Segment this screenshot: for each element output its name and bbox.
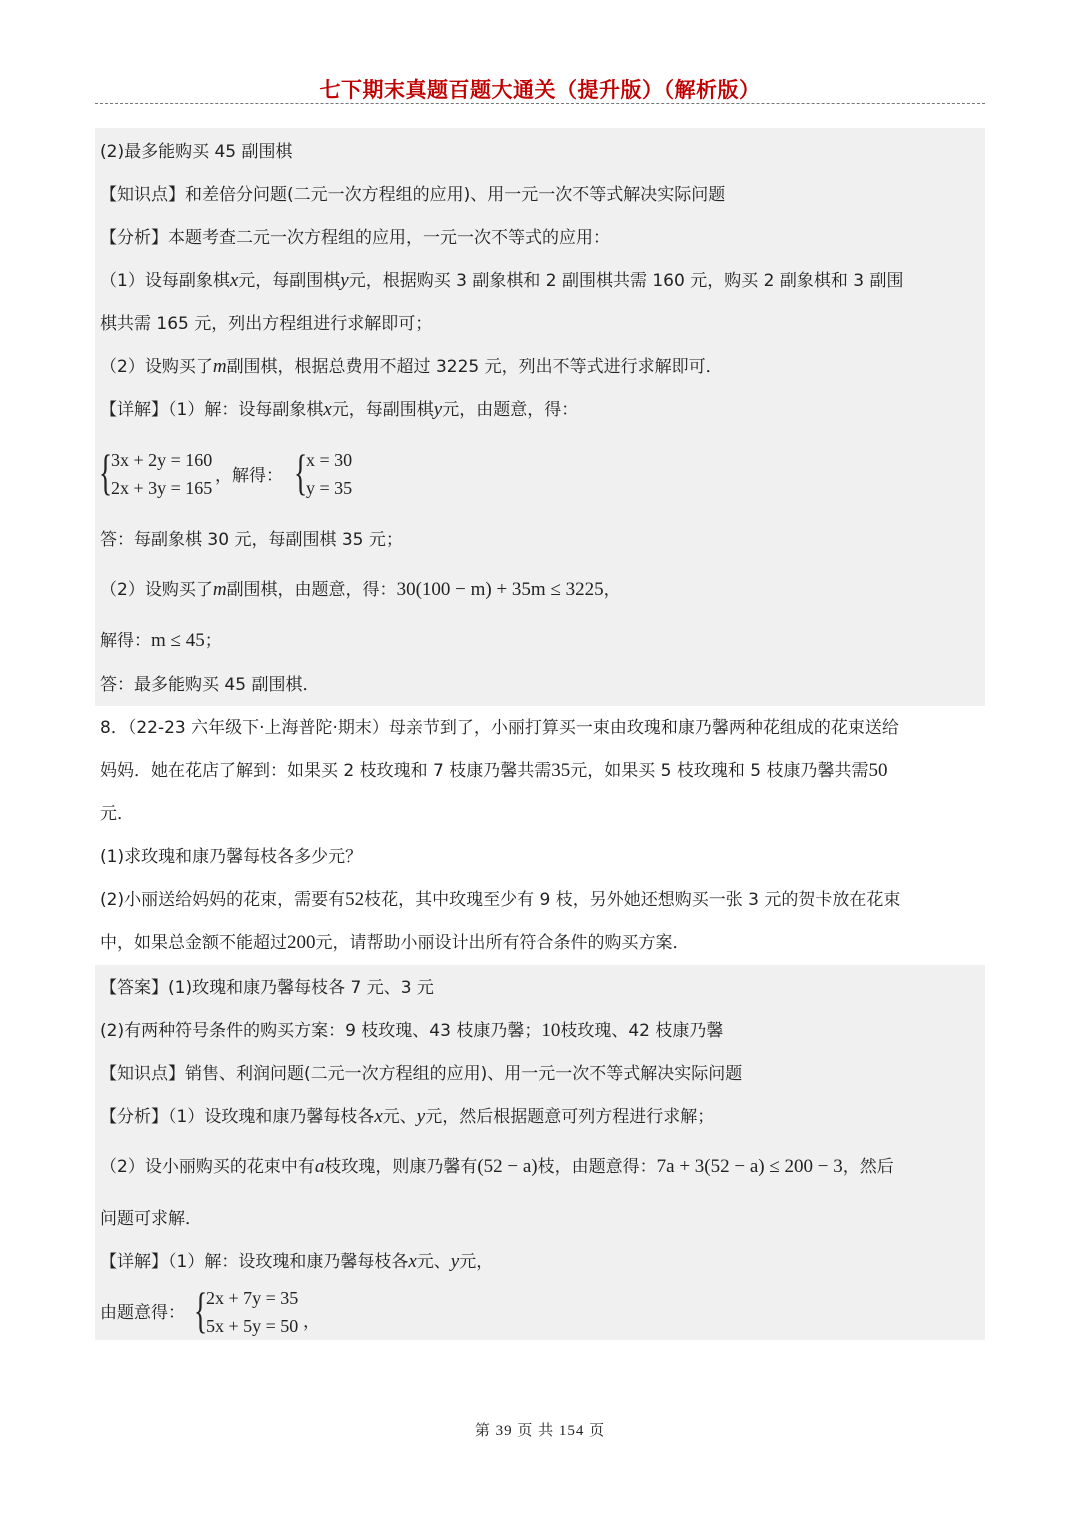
system-2-brace: { (194, 1282, 208, 1338)
solution-x: x = 30 (306, 450, 353, 470)
current-page-number: 39 (495, 1423, 513, 1439)
analysis-step-1: （1）设每副象棋x元，每副围棋y元，根据购买 3 副象棋和 2 副围棋共需 160 元，购买 2 副象棋和 3 副围 (100, 270, 904, 291)
solution-intro: 【详解】（1）解：设每副象棋x元，每副围棋y元，由题意，得： (100, 399, 579, 420)
analysis-step-1-cont: 棋共需 165 元，列出方程组进行求解即可； (100, 314, 433, 334)
solution-2-intro: 【详解】（1）解：设玫瑰和康乃馨每枝各x元、y元， (100, 1251, 494, 1272)
answer-part-1: 答：每副象棋 30 元，每副围棋 35 元； (100, 530, 403, 550)
question-8-part-2: (2)小丽送给妈妈的花束，需要有52枝花，其中玫瑰至少有 9 枝，另外她还想购买一张 3 元的贺卡放在花束 (100, 889, 901, 910)
inequality-2: 7a + 3(52 − a) ≤ 200 − 3 (656, 1156, 843, 1177)
page-footer: 第 39 页 共 154 页 (474, 1423, 606, 1439)
system-brace-left: { (99, 444, 113, 500)
header-divider (95, 103, 985, 104)
knowledge-point-2: 【知识点】销售、利润问题(二元一次方程组的应用)、用一元一次不等式解决实际问题 (100, 1064, 743, 1084)
solve-result: 解得：m ≤ 45； (100, 630, 222, 651)
answer-heading: 【答案】(1)玫瑰和康乃馨每枝各 7 元、3 元 (100, 978, 434, 998)
analysis-2-step-1: 【分析】（1）设玫瑰和康乃馨每枝各x元、y元，然后根据题意可列方程进行求解； (100, 1106, 715, 1127)
analysis-2-cont: 问题可求解． (100, 1209, 202, 1229)
question-8-line-3: 元． (100, 804, 134, 824)
question-8-line-1: 8．（22-23 六年级下·上海普陀·期末）母亲节到了，小丽打算买一束由玫瑰和康乃馨两种花组成的花束送给 (100, 718, 899, 738)
final-answer-1: 答：最多能购买 45 副围棋． (100, 675, 320, 695)
solve-label: ，解得： (215, 466, 283, 486)
analysis-step-2: （2）设购买了m副围棋，根据总费用不超过 3225 元，列出不等式进行求解即可． (100, 356, 723, 377)
analysis-heading: 【分析】本题考查二元一次方程组的应用，一元一次不等式的应用： (100, 228, 610, 248)
system-equation-2: 2x + 3y = 165 (111, 478, 213, 498)
solution-step-2: （2）设购买了m副围棋，由题意，得：30(100 − m) + 35m ≤ 3225， (100, 579, 621, 600)
total-pages: 154 (558, 1423, 585, 1439)
answer-part-2-plans: (2)有两种符号条件的购买方案：9 枝玫瑰、43 枝康乃馨；10枝玫瑰、42 枝康乃馨 (100, 1020, 724, 1041)
expression-52-minus-a: (52 − a) (477, 1156, 538, 1177)
question-8-part-1: (1)求玫瑰和康乃馨每枝各多少元？ (100, 847, 363, 867)
question-8-part-2-cont: 中，如果总金额不能超过200元，请帮助小丽设计出所有符合条件的购买方案． (100, 932, 690, 953)
analysis-2-step-2: （2）设小丽购买的花束中有a枝玫瑰，则康乃馨有(52 − a)枝，由题意得：7a + 3(52 − a) ≤ 200 − 3，然后 (100, 1156, 894, 1177)
answer-part-2: (2)最多能购买 45 副围棋 (100, 142, 293, 162)
inequality-result: m ≤ 45 (151, 630, 205, 651)
solution-brace: { (294, 444, 308, 500)
inequality-1: 30(100 − m) + 35m ≤ 3225 (396, 579, 604, 600)
by-question-label: 由题意得： (100, 1303, 185, 1323)
system-2-comma: ， (303, 1312, 320, 1332)
page-header-title: 七下期末真题百题大通关（提升版）（解析版） (319, 78, 761, 102)
solution-y: y = 35 (306, 478, 353, 498)
system-2-equation-2: 5x + 5y = 50 (206, 1316, 299, 1336)
knowledge-point: 【知识点】和差倍分问题(二元一次方程组的应用)、用一元一次不等式解决实际问题 (100, 185, 726, 205)
system-equation-1: 3x + 2y = 160 (111, 450, 213, 470)
question-8-line-2: 妈妈．她在花店了解到：如果买 2 枝玫瑰和 7 枝康乃馨共需35元，如果买 5 枝玫瑰和 5 枝康乃馨共需50 (100, 760, 888, 781)
system-2-equation-1: 2x + 7y = 35 (206, 1288, 299, 1308)
